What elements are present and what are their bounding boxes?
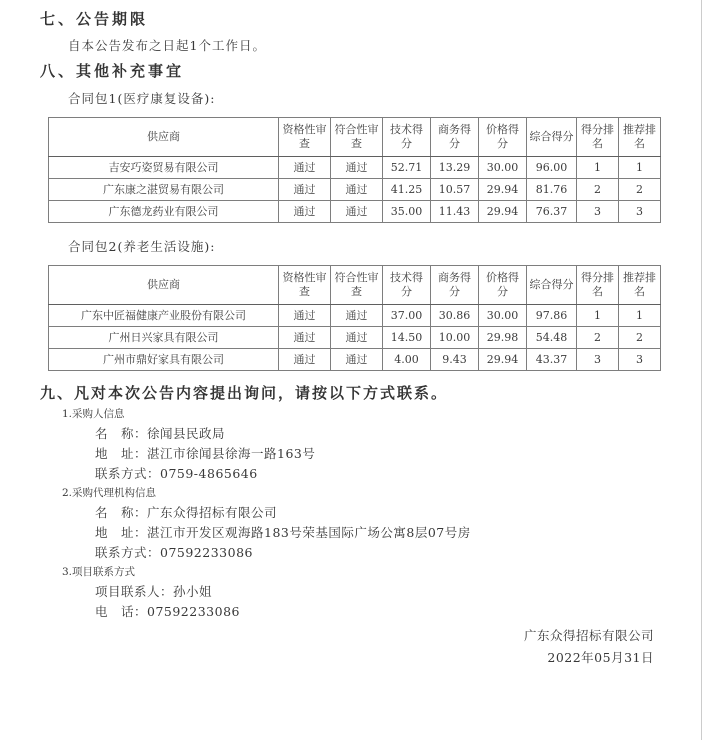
rank-cell: 3 [619, 201, 661, 223]
purchaser-name-line: 名 称：徐闻县民政局 [95, 426, 226, 441]
column-header-qualification-review: 资格性审查 [279, 118, 331, 157]
rank-cell: 3 [619, 349, 661, 371]
review-status-cell: 通过 [331, 179, 383, 201]
agency-phone-line: 联系方式：07592233086 [95, 545, 253, 560]
review-status-cell: 通过 [279, 201, 331, 223]
column-header-price-score: 价格得分 [479, 266, 527, 305]
supplier-name-cell: 广东德龙药业有限公司 [49, 201, 279, 223]
score-cell: 97.86 [527, 305, 577, 327]
section-8-heading: 八、其他补充事宜 [40, 62, 185, 80]
review-status-cell: 通过 [279, 305, 331, 327]
supplier-name-cell: 吉安巧姿贸易有限公司 [49, 157, 279, 179]
package-2-label: 合同包2(养老生活设施): [68, 239, 216, 254]
supplier-name-cell: 广州市鼎好家具有限公司 [49, 349, 279, 371]
score-cell: 54.48 [527, 327, 577, 349]
section-7-heading: 七、公告期限 [40, 10, 149, 28]
column-header-business-score: 商务得分 [431, 118, 479, 157]
purchaser-phone-line: 联系方式：0759-4865646 [95, 466, 258, 481]
score-cell: 43.37 [527, 349, 577, 371]
package-1-results-table [48, 117, 661, 223]
score-cell: 11.43 [431, 201, 479, 223]
column-header-price-score: 价格得分 [479, 118, 527, 157]
package-2-results-table [48, 265, 661, 371]
column-header-compliance-review: 符合性审查 [331, 266, 383, 305]
score-cell: 29.98 [479, 327, 527, 349]
agency-address-line: 地 址：湛江市开发区观海路183号荣基国际广场公寓8层07号房 [95, 525, 471, 540]
signature-date: 2022年05月31日 [547, 650, 654, 665]
score-cell: 41.25 [383, 179, 431, 201]
rank-cell: 1 [577, 305, 619, 327]
project-contact-phone-line: 电 话：07592233086 [95, 604, 240, 619]
column-header-recommend-rank: 推荐排名 [619, 266, 661, 305]
table-row [49, 201, 661, 223]
score-cell: 29.94 [479, 349, 527, 371]
column-header-technical-score: 技术得分 [383, 266, 431, 305]
column-header-recommend-rank: 推荐排名 [619, 118, 661, 157]
rank-cell: 1 [577, 157, 619, 179]
rank-cell: 3 [577, 201, 619, 223]
purchaser-address-line: 地 址：湛江市徐闻县徐海一路163号 [95, 446, 316, 461]
column-header-score-rank: 得分排名 [577, 266, 619, 305]
table-header-row [49, 118, 661, 157]
score-cell: 81.76 [527, 179, 577, 201]
table-row [49, 305, 661, 327]
supplier-name-cell: 广州日兴家具有限公司 [49, 327, 279, 349]
column-header-compliance-review: 符合性审查 [331, 118, 383, 157]
review-status-cell: 通过 [331, 349, 383, 371]
score-cell: 29.94 [479, 201, 527, 223]
rank-cell: 3 [577, 349, 619, 371]
purchaser-info-title: 1.采购人信息 [62, 408, 125, 420]
score-cell: 14.50 [383, 327, 431, 349]
agency-info-group [0, 486, 701, 561]
section-7-body: 自本公告发布之日起1个工作日。 [68, 38, 266, 53]
column-header-technical-score: 技术得分 [383, 118, 431, 157]
agency-info-title: 2.采购代理机构信息 [62, 487, 157, 499]
supplier-name-cell: 广东中匠福健康产业股份有限公司 [49, 305, 279, 327]
score-cell: 29.94 [479, 179, 527, 201]
table-header-row [49, 266, 661, 305]
supplier-name-cell: 广东康之湛贸易有限公司 [49, 179, 279, 201]
review-status-cell: 通过 [279, 349, 331, 371]
column-header-supplier: 供应商 [49, 118, 279, 157]
column-header-business-score: 商务得分 [431, 266, 479, 305]
review-status-cell: 通过 [331, 157, 383, 179]
rank-cell: 2 [619, 179, 661, 201]
purchaser-info-group [0, 407, 701, 482]
review-status-cell: 通过 [279, 327, 331, 349]
rank-cell: 1 [619, 157, 661, 179]
signature-block [0, 628, 701, 666]
score-cell: 76.37 [527, 201, 577, 223]
column-header-total-score: 综合得分 [527, 266, 577, 305]
rank-cell: 2 [577, 179, 619, 201]
rank-cell: 2 [619, 327, 661, 349]
signature-org: 广东众得招标有限公司 [523, 628, 654, 643]
review-status-cell: 通过 [279, 157, 331, 179]
score-cell: 13.29 [431, 157, 479, 179]
rank-cell: 2 [577, 327, 619, 349]
column-header-supplier: 供应商 [49, 266, 279, 305]
column-header-qualification-review: 资格性审查 [279, 266, 331, 305]
table-row [49, 157, 661, 179]
score-cell: 10.00 [431, 327, 479, 349]
score-cell: 10.57 [431, 179, 479, 201]
score-cell: 37.00 [383, 305, 431, 327]
column-header-total-score: 综合得分 [527, 118, 577, 157]
score-cell: 4.00 [383, 349, 431, 371]
score-cell: 96.00 [527, 157, 577, 179]
package-1-label: 合同包1(医疗康复设备): [68, 91, 216, 106]
review-status-cell: 通过 [279, 179, 331, 201]
score-cell: 30.00 [479, 157, 527, 179]
project-contact-person-line: 项目联系人：孙小姐 [95, 584, 213, 599]
score-cell: 30.86 [431, 305, 479, 327]
score-cell: 30.00 [479, 305, 527, 327]
project-contact-group [0, 565, 701, 620]
agency-name-line: 名 称：广东众得招标有限公司 [95, 505, 278, 520]
review-status-cell: 通过 [331, 201, 383, 223]
review-status-cell: 通过 [331, 327, 383, 349]
score-cell: 52.71 [383, 157, 431, 179]
column-header-score-rank: 得分排名 [577, 118, 619, 157]
project-contact-title: 3.项目联系方式 [62, 566, 136, 578]
score-cell: 9.43 [431, 349, 479, 371]
rank-cell: 1 [619, 305, 661, 327]
section-9-heading: 九、凡对本次公告内容提出询问，请按以下方式联系。 [40, 384, 449, 402]
table-row [49, 349, 661, 371]
review-status-cell: 通过 [331, 305, 383, 327]
table-row [49, 179, 661, 201]
table-row [49, 327, 661, 349]
score-cell: 35.00 [383, 201, 431, 223]
